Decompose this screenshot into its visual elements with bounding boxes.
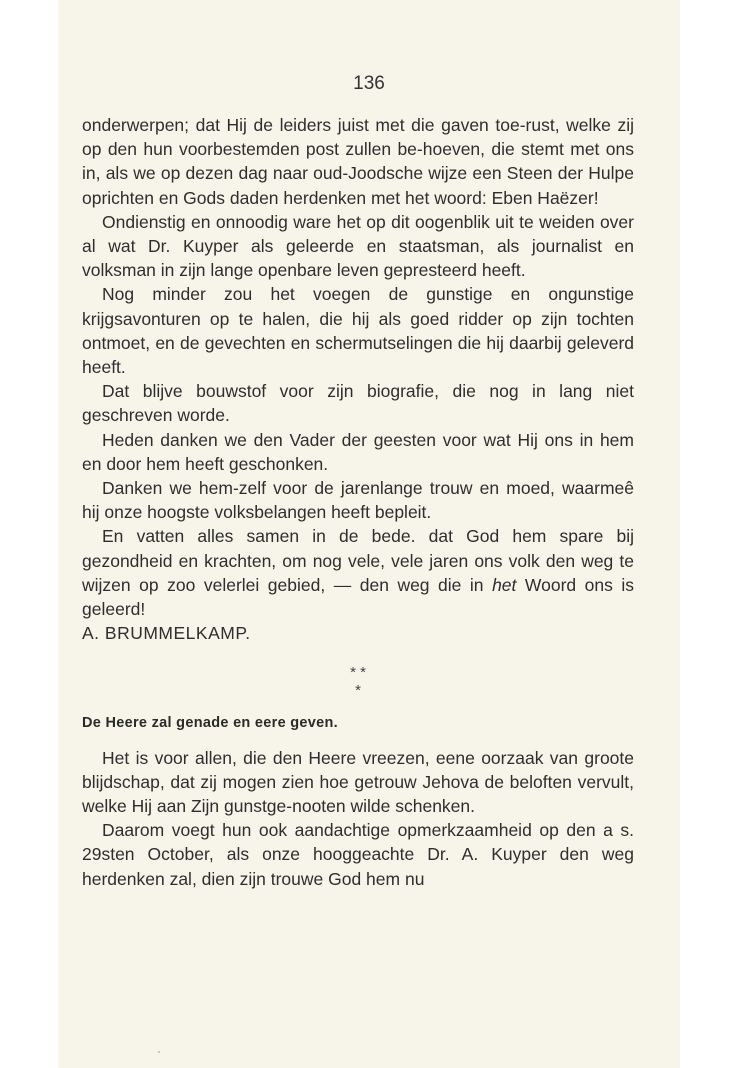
paragraph-3: Nog minder zou het voegen de gunstige en ongunstige krijgsavonturen op te halen, die hij als goed ridder op zijn tochten ontmoet, en de gevechten en schermutselingen die hij daarbij geleverd heeft. xyxy=(82,284,634,378)
paragraph-7 xyxy=(82,524,634,621)
page-number: 136 xyxy=(353,73,385,94)
signature: A. BRUMMELKAMP. xyxy=(82,623,251,644)
paragraph-7-text-a: En vatten alles samen in de bede. dat God hem spare bij gezondheid en krachten, om nog vele, vele jaren ons volk den weg te wijzen op zoo velerlei gebied, — den weg die in xyxy=(82,526,634,595)
paragraph-5: Heden danken we den Vader der geesten voor wat Hij ons in hem en door hem heeft geschonken. xyxy=(82,429,634,474)
paragraph-1: onderwerpen; dat Hij de leiders juist met die gaven toe-rust, welke zij op den hun voorbestemden post zullen be-hoeven, die stemt met ons in, als we op dezen dag naar oud-Joodsche wijze een Steen der Hulpe oprichten en Gods daden herdenken met het woord: Eben Haëzer! xyxy=(82,115,634,208)
body-text xyxy=(82,113,634,891)
section-paragraph-2: Daarom voegt hun ook aandachtige opmerkzaamheid op den a s. 29sten October, als onze hooggeachte Dr. A. Kuyper den weg herdenken zal, dien zijn trouwe God hem nu xyxy=(82,820,634,889)
scan-speck xyxy=(158,1051,160,1053)
section-paragraph-1: Het is voor allen, die den Heere vreezen, eene oorzaak van groote blijdschap, dat zij mogen zien hoe getrouw Jehova de beloften vervult, welke Hij aan Zijn gunstge-nooten wilde schenken. xyxy=(82,747,634,817)
asterism-bottom: * xyxy=(355,682,361,700)
paragraph-6: Danken we hem-zelf voor de jarenlange trouw en moed, waarmeê hij onze hoogste volksbelangen heeft bepleit. xyxy=(82,478,634,523)
paragraph-7-text-b: Woord ons is geleerd! xyxy=(82,574,635,620)
paragraph-4: Dat blijve bouwstof voor zijn biografie, die nog in lang niet geschreven worde. xyxy=(82,381,634,426)
italic-word: het xyxy=(492,574,517,595)
paragraph-2: Ondienstig en onnoodig ware het op dit oogenblik uit te weiden over al wat Dr. Kuyper als geleerde en staatsman, als journalist en volksman in zijn lange openbare leven gepresteerd heeft. xyxy=(82,211,634,281)
section-heading: De Heere zal genade en eere geven. xyxy=(82,715,339,732)
asterism-top: * * xyxy=(350,664,366,682)
asterism-divider xyxy=(82,664,634,700)
